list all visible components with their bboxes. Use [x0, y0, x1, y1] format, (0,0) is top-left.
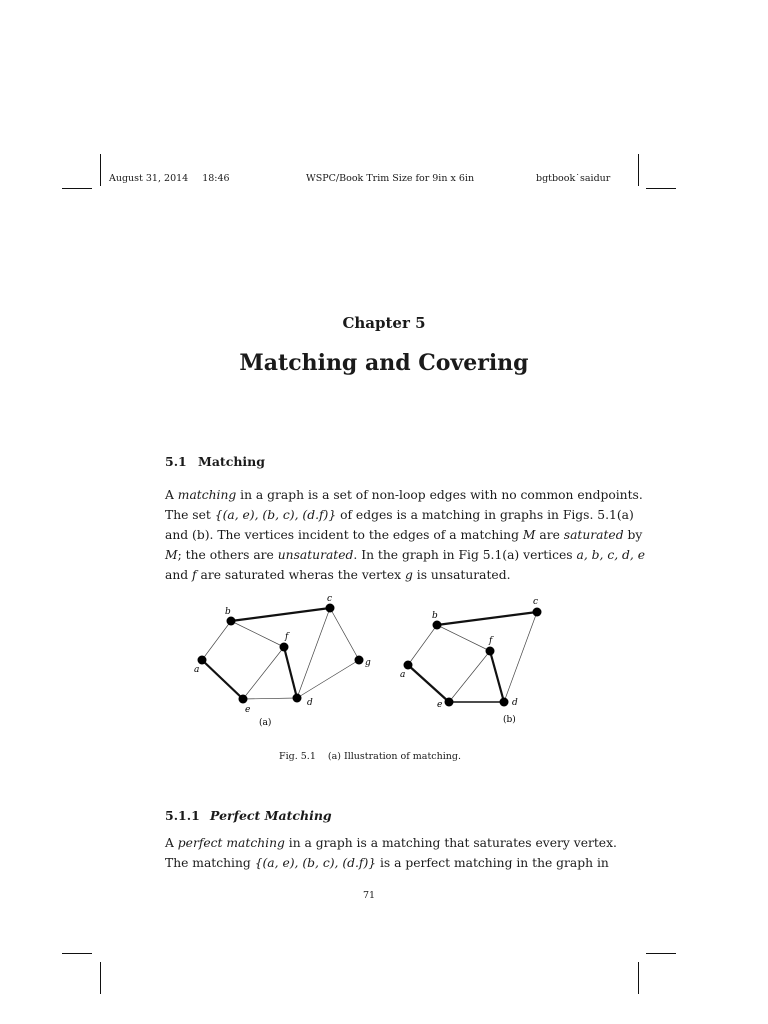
section-heading	[165, 454, 265, 469]
paragraph-perfect-matching	[165, 833, 617, 873]
crop-mark-top-left-vertical	[100, 154, 101, 186]
figure-caption-label: Fig. 5.1	[279, 751, 316, 762]
matching-edge-b-c	[437, 612, 537, 625]
edge-a-b	[408, 625, 437, 665]
vertex-label-c: c	[533, 597, 539, 607]
edge-c-d	[504, 612, 537, 702]
vertex-f	[280, 643, 289, 652]
vertex-label-a: a	[400, 670, 406, 680]
crop-mark-top-right-vertical	[638, 154, 639, 186]
edge-b-f	[437, 625, 490, 651]
crop-mark-top-left-horizontal	[62, 188, 92, 189]
vertex-label-e: e	[245, 705, 251, 715]
graph-a	[194, 595, 371, 728]
vertex-c	[326, 604, 335, 613]
figure-caption	[0, 751, 740, 762]
vertex-label-c: c	[327, 595, 333, 604]
crop-mark-top-right-horizontal	[646, 188, 676, 189]
page-number: 71	[362, 890, 376, 901]
paragraph-line: M; the others are unsaturated. In the graph in Fig 5.1(a) vertices a, b, c, d, e	[165, 548, 645, 562]
vertex-a	[404, 661, 413, 670]
chapter-label: Chapter 5	[342, 314, 426, 332]
crop-mark-bottom-right-horizontal	[646, 953, 676, 954]
subsection-heading	[165, 808, 332, 823]
vertex-label-e: e	[437, 700, 443, 710]
section-number: 5.1	[165, 454, 187, 469]
paragraph-line: A matching in a graph is a set of non-loop edges with no common endpoints.	[165, 488, 643, 502]
vertex-e	[445, 698, 454, 707]
chapter-title: Matching and Covering	[239, 350, 529, 376]
graph-a-label: (a)	[259, 718, 272, 728]
crop-mark-bottom-left-vertical	[100, 962, 101, 994]
crop-mark-bottom-right-vertical	[638, 962, 639, 994]
edge-c-d	[297, 608, 330, 698]
vertex-label-g: g	[365, 658, 371, 668]
vertex-d	[500, 698, 509, 707]
vertex-f	[486, 647, 495, 656]
vertex-label-a: a	[194, 665, 200, 675]
vertex-b	[433, 621, 442, 630]
edge-g-d	[297, 660, 359, 698]
graph-b-label: (b)	[503, 715, 516, 725]
vertex-c	[533, 608, 542, 617]
header-date	[109, 173, 230, 184]
vertex-g	[355, 656, 364, 665]
matching-edge-a-e	[408, 665, 449, 702]
edge-b-f	[231, 621, 284, 647]
header-right: bgtbook˙saidur	[536, 173, 611, 184]
graph-b	[400, 597, 542, 725]
vertex-label-b: b	[432, 611, 438, 621]
paragraph-line: and (b). The vertices incident to the edges of a matching M are saturated by	[165, 528, 643, 542]
header-time-text: 18:46	[202, 173, 230, 184]
crop-mark-bottom-left-horizontal	[62, 953, 92, 954]
vertex-b	[227, 617, 236, 626]
figure-caption-text: (a) Illustration of matching.	[327, 751, 461, 762]
figure-5-1	[0, 595, 768, 745]
vertex-label-d: d	[512, 698, 518, 708]
subsection-number: 5.1.1	[165, 808, 200, 823]
vertex-d	[293, 694, 302, 703]
paragraph-line: The matching {(a, e), (b, c), (d.f)} is a perfect matching in the graph in	[165, 856, 609, 870]
vertex-label-f: f	[285, 632, 289, 642]
section-title: Matching	[198, 454, 265, 469]
edge-a-b	[202, 621, 231, 660]
vertex-label-b: b	[225, 607, 231, 617]
subsection-title: Perfect Matching	[210, 808, 332, 823]
edge-e-d	[243, 698, 297, 699]
vertex-e	[239, 695, 248, 704]
edge-e-f	[449, 651, 490, 702]
paragraph-line: A perfect matching in a graph is a matching that saturates every vertex.	[165, 836, 617, 850]
header-center: WSPC/Book Trim Size for 9in x 6in	[306, 173, 475, 184]
paragraph-line: The set {(a, e), (b, c), (d.f)} of edges is a matching in graphs in Figs. 5.1(a)	[165, 508, 634, 522]
paragraph-matching-definition	[165, 485, 645, 585]
vertex-label-f: f	[489, 636, 493, 646]
matching-edge-a-e	[202, 660, 243, 699]
header-date-text: August 31, 2014	[109, 173, 189, 184]
matching-edge-f-d	[490, 651, 504, 702]
edge-c-g	[330, 608, 359, 660]
edge-e-f	[243, 647, 284, 699]
paragraph-line: and f are saturated wheras the vertex g is unsaturated.	[165, 568, 511, 582]
vertex-label-d: d	[307, 698, 313, 708]
vertex-a	[198, 656, 207, 665]
matching-edge-f-d	[284, 647, 297, 698]
matching-edge-b-c	[231, 608, 330, 621]
